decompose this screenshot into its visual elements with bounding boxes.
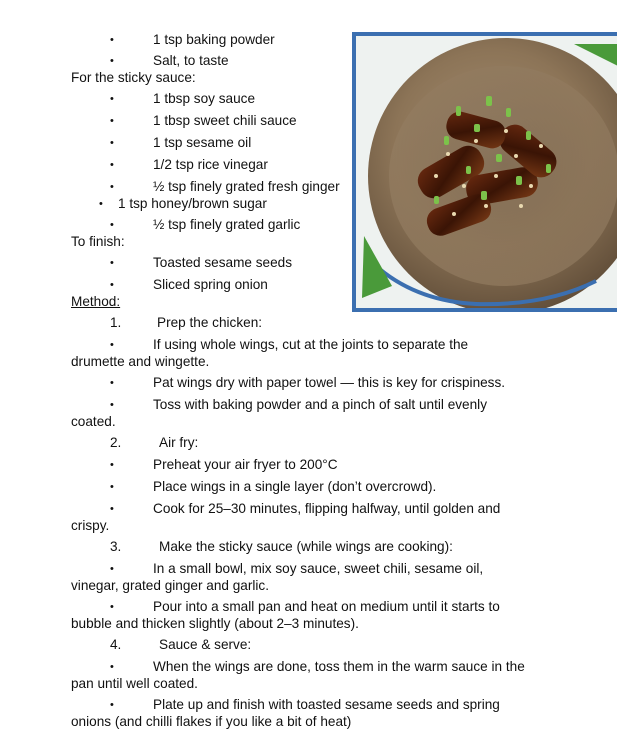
bullet-marker: • bbox=[110, 279, 114, 291]
bullet-marker: • bbox=[110, 115, 114, 127]
step-title: Prep the chicken: bbox=[157, 315, 263, 330]
step-title: Sauce & serve: bbox=[159, 637, 252, 652]
step-number: 2. bbox=[110, 435, 122, 450]
ingredient-item: Sliced spring onion bbox=[153, 277, 268, 292]
method-bullet-line: vinegar, grated ginger and garlic. bbox=[71, 578, 269, 593]
sticky-sauce-heading: For the sticky sauce: bbox=[71, 70, 196, 85]
step-title: Air fry: bbox=[159, 435, 199, 450]
step-number: 3. bbox=[110, 539, 122, 554]
method-bullet-line: Place wings in a single layer (don’t overcrowd). bbox=[153, 479, 437, 494]
method-bullet-line: Toss with baking powder and a pinch of salt until evenly bbox=[153, 397, 487, 412]
bullet-marker: • bbox=[110, 257, 114, 269]
ingredient-item: 1 tsp baking powder bbox=[153, 32, 275, 47]
ingredient-item: 1 tsp honey/brown sugar bbox=[118, 196, 267, 211]
step-number: 1. bbox=[110, 315, 122, 330]
ingredient-item: ½ tsp finely grated fresh ginger bbox=[153, 179, 340, 194]
chicken-wings-photo bbox=[352, 32, 617, 312]
method-bullet-line: crispy. bbox=[71, 518, 110, 533]
ingredient-item: 1/2 tsp rice vinegar bbox=[153, 157, 268, 172]
bullet-marker: • bbox=[110, 563, 114, 575]
method-bullet-line: Plate up and finish with toasted sesame seeds and spring bbox=[153, 697, 500, 712]
to-finish-heading: To finish: bbox=[71, 234, 125, 249]
ingredient-item: ½ tsp finely grated garlic bbox=[153, 217, 301, 232]
step-title: Make the sticky sauce (while wings are cooking): bbox=[159, 539, 453, 554]
chicken-wings-illustration bbox=[356, 36, 617, 308]
bullet-marker: • bbox=[110, 699, 114, 711]
method-bullet-line: bubble and thicken slightly (about 2–3 minutes). bbox=[71, 616, 359, 631]
bullet-marker: • bbox=[99, 198, 103, 210]
bullet-marker: • bbox=[110, 339, 114, 351]
bullet-marker: • bbox=[110, 219, 114, 231]
method-bullet-line: Cook for 25–30 minutes, flipping halfway, until golden and bbox=[153, 501, 501, 516]
bullet-marker: • bbox=[110, 481, 114, 493]
bullet-marker: • bbox=[110, 34, 114, 46]
ingredient-item: Toasted sesame seeds bbox=[153, 255, 293, 270]
method-bullet-line: Pour into a small pan and heat on medium until it starts to bbox=[153, 599, 500, 614]
method-bullet-line: Preheat your air fryer to 200°C bbox=[153, 457, 338, 472]
bullet-marker: • bbox=[110, 399, 114, 411]
bullet-marker: • bbox=[110, 661, 114, 673]
bullet-marker: • bbox=[110, 601, 114, 613]
ingredient-item: 1 tsp sesame oil bbox=[153, 135, 252, 150]
bullet-marker: • bbox=[110, 55, 114, 67]
method-bullet-line: In a small bowl, mix soy sauce, sweet chili, sesame oil, bbox=[153, 561, 484, 576]
method-bullet-line: Pat wings dry with paper towel — this is key for crispiness. bbox=[153, 375, 506, 390]
bullet-marker: • bbox=[110, 459, 114, 471]
method-heading: Method: bbox=[71, 294, 121, 309]
method-bullet-line: When the wings are done, toss them in the warm sauce in the bbox=[153, 659, 525, 674]
bullet-marker: • bbox=[110, 377, 114, 389]
bullet-marker: • bbox=[110, 159, 114, 171]
method-bullet-line: onions (and chilli flakes if you like a bit of heat) bbox=[71, 714, 352, 729]
ingredient-item: Salt, to taste bbox=[153, 53, 229, 68]
method-bullet-line: If using whole wings, cut at the joints to separate the bbox=[153, 337, 469, 352]
bullet-marker: • bbox=[110, 181, 114, 193]
ingredient-item: 1 tbsp sweet chili sauce bbox=[153, 113, 297, 128]
bullet-marker: • bbox=[110, 93, 114, 105]
bullet-marker: • bbox=[110, 137, 114, 149]
method-bullet-line: drumette and wingette. bbox=[71, 354, 210, 369]
step-number: 4. bbox=[110, 637, 122, 652]
method-bullet-line: coated. bbox=[71, 414, 116, 429]
bullet-marker: • bbox=[110, 503, 114, 515]
method-bullet-line: pan until well coated. bbox=[71, 676, 198, 691]
ingredient-item: 1 tbsp soy sauce bbox=[153, 91, 256, 106]
